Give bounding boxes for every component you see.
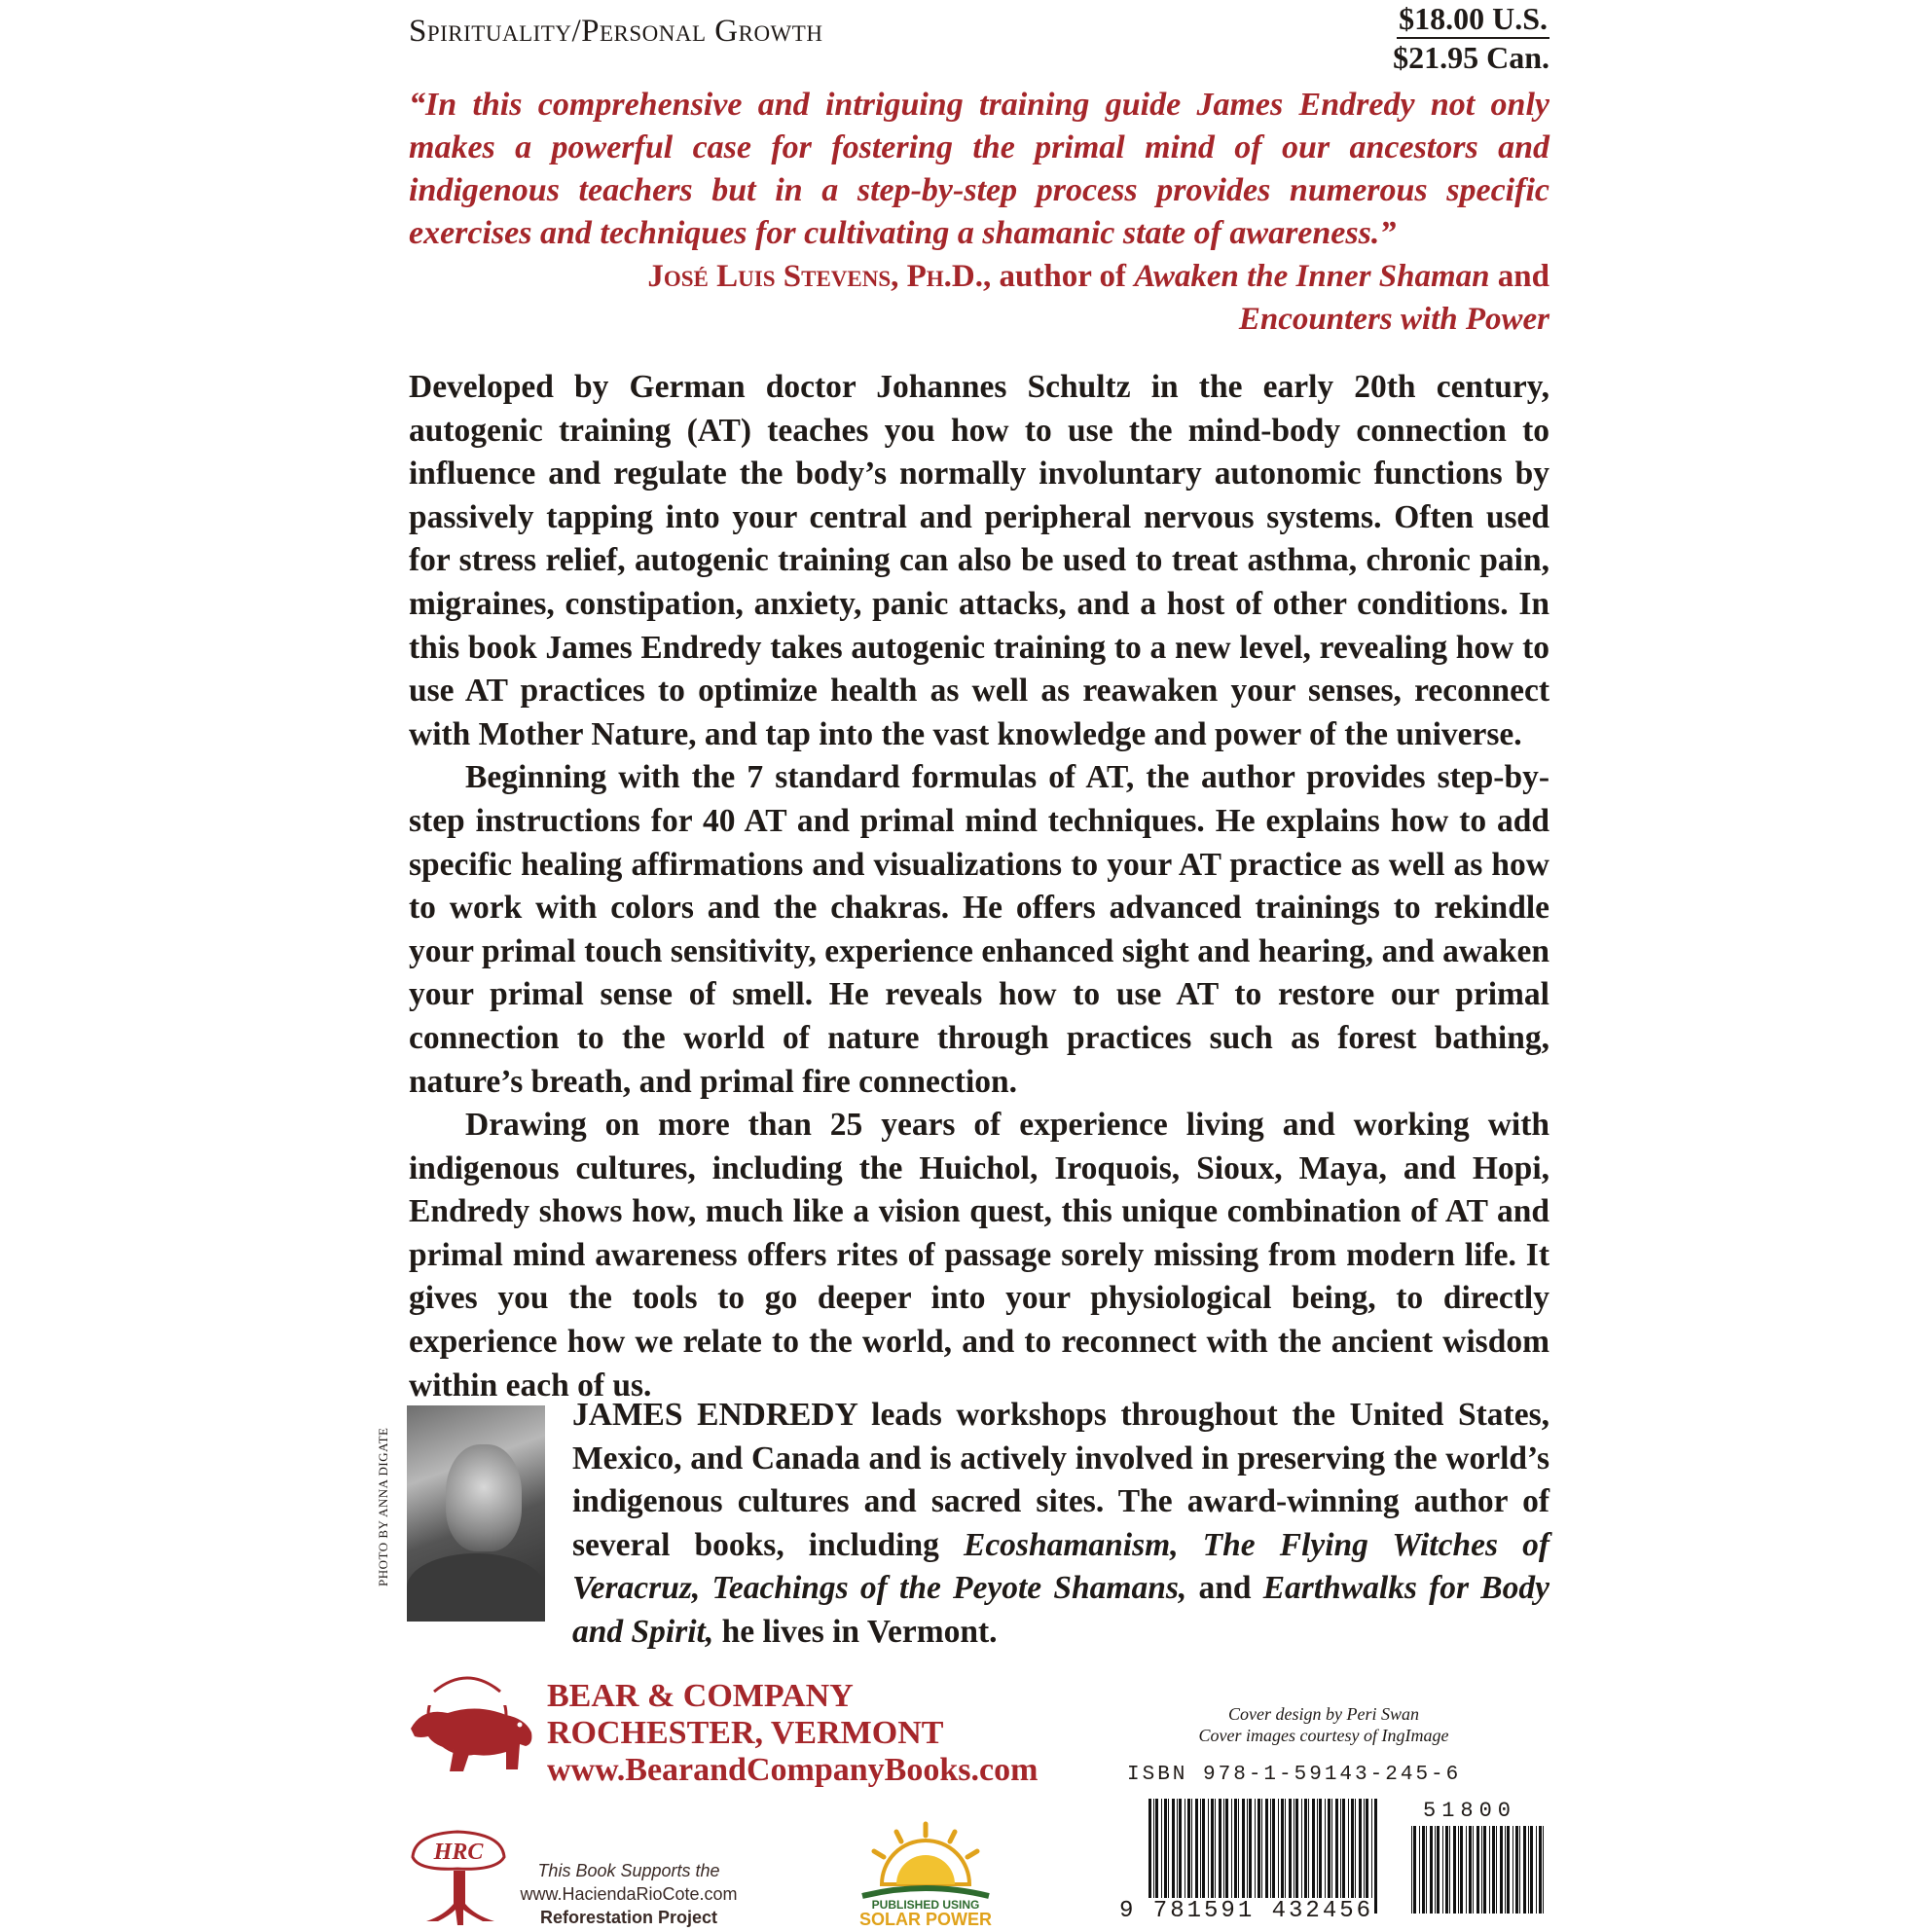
bio-book-4: Earthwalks for Body and Spirit, (572, 1570, 1550, 1650)
bio-book-3: Teachings of the Peyote Shamans, (711, 1570, 1187, 1607)
bio-and: and (1186, 1570, 1263, 1607)
cover-credits (1119, 1703, 1528, 1746)
hrc-tree-logo-icon (405, 1828, 512, 1930)
hrc-line-3: Reforestation Project (539, 1908, 718, 1927)
publisher-info (547, 1678, 1038, 1789)
endorser-book-1: Awaken the Inner Shaman (1134, 259, 1490, 294)
publisher-website[interactable]: www.BearandCompanyBooks.com (547, 1752, 1039, 1788)
price-can: $21.95 Can. (1393, 40, 1549, 75)
endorser-book-2: Encounters with Power (1238, 302, 1549, 337)
hrc-line-1: This Book Supports the (537, 1861, 720, 1880)
endorser-name: José Luis Stevens, Ph.D., (647, 259, 992, 294)
price-addon-barcode (1409, 1826, 1546, 1914)
author-face (446, 1444, 522, 1551)
attribution-prefix: author of (991, 259, 1135, 294)
cover-design-credit: Cover design by Peri Swan (1228, 1704, 1419, 1724)
isbn-label: ISBN 978-1-59143-245-6 (1127, 1764, 1462, 1786)
cover-images-credit: Cover images courtesy of IngImage (1198, 1726, 1449, 1745)
publisher-name: BEAR & COMPANY (547, 1678, 854, 1714)
isbn-barcode (1147, 1799, 1380, 1914)
price-us: $18.00 U.S. (1397, 0, 1549, 39)
hrc-caption (502, 1859, 755, 1929)
addon-digits: 51800 (1423, 1799, 1517, 1823)
description-paragraph-3: Drawing on more than 25 years of experience living and working with indigenous cultures, including the Huichol, Iroquois, Sioux, Maya, and Hopi, Endredy shows how, much like a vision quest, this unique combination of AT and primal mind awareness offers rites of passage sorely missing from modern life. It gives you the tools to go deeper into your physiological being, to directly experience how we relate to the world, and to reconnect with the ancient wisdom within each of us. (409, 1107, 1549, 1403)
bio-book-2: The Flying Witches of Veracruz, (572, 1526, 1549, 1607)
attribution-and: and (1489, 259, 1549, 294)
bio-book-1: Ecoshamanism, (963, 1526, 1179, 1563)
hrc-website[interactable]: www.HaciendaRioCote.com (520, 1884, 738, 1904)
hrc-logo-text: HRC (433, 1840, 484, 1865)
author-photo (407, 1405, 545, 1622)
bear-sun-logo-icon (405, 1668, 541, 1785)
category-label: Spirituality/Personal Growth (409, 14, 823, 49)
bio-text-1: JAMES ENDREDY leads workshops throughout the United States, Mexico, and Canada and is actively involved in preserving the world’s indigenous cultures and sacred sites. The award-winning author of several books, including (572, 1397, 1549, 1563)
price-block (1393, 0, 1549, 76)
book-description (409, 366, 1549, 1407)
photo-credit: PHOTO BY ANNA DIGATE (376, 1427, 390, 1586)
publisher-location: ROCHESTER, VERMONT (547, 1715, 944, 1751)
author-shoulders (407, 1553, 545, 1622)
author-bio (572, 1394, 1549, 1655)
bio-end: he lives in Vermont. (713, 1613, 998, 1650)
endorsement-attribution (479, 255, 1549, 341)
solar-line-2: SOLAR POWER (858, 1910, 992, 1929)
barcode-digits: 9 781591 432456 (1119, 1898, 1374, 1924)
description-paragraph-2: Beginning with the 7 standard formulas of AT, the author provides step-by-step instructions for 40 AT and primal mind techniques. He explains how to add specific healing affirmations and visualizations to your AT practice as well as how to work with colors and the chakras. He offers advanced trainings to rekindle your primal touch sensitivity, experience enhanced sight and hearing, and awaken your primal sense of smell. He reveals how to use AT to restore our primal connection to the world of nature through practices such as forest bathing, nature’s breath, and primal fire connection. (409, 759, 1549, 1100)
description-paragraph-1: Developed by German doctor Johannes Schultz in the early 20th century, autogenic training (AT) teaches you how to use the mind-body connection to influence and regulate the body’s normally involuntary autonomic functions by passively tapping into your central and peripheral nervous systems. Often used for stress relief, autogenic training can also be used to treat asthma, chronic pain, migraines, constipation, anxiety, panic attacks, and a host of other conditions. In this book James Endredy takes autogenic training to a new level, revealing how to use AT practices to optimize health as well as reawaken your senses, reconnect with Mother Nature, and tap into the vast knowledge and power of the universe. (409, 369, 1549, 752)
solar-line-1: PUBLISHED USING (871, 1898, 980, 1912)
endorsement-quote: “In this comprehensive and intriguing training guide James Endredy not only makes a powerful case for fostering the primal mind of our ancestors and indigenous teachers but in a step-by-step process provides numerous specific exercises and techniques for cultivating a shamanic state of awareness.” (409, 87, 1549, 251)
